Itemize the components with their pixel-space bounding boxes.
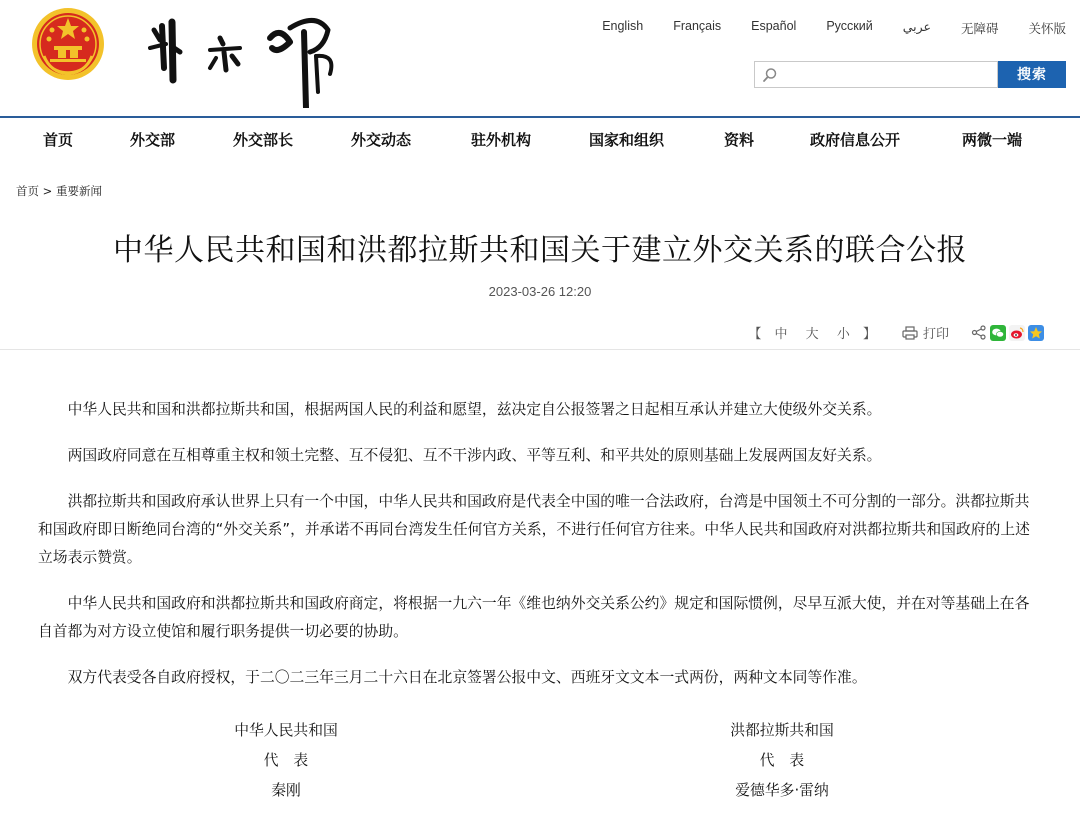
font-size-control bbox=[746, 323, 878, 342]
article-paragraph: 中华人民共和国政府和洪都拉斯共和国政府商定，将根据一九六一年《维也纳外交关系公约》规定和国际惯例，尽早互派大使，并在对等基础上在各自首都为对方设立使馆和履行职务提供一切必要的协助。 bbox=[38, 595, 1030, 640]
article-body bbox=[38, 396, 1038, 710]
article-paragraph: 两国政府同意在互相尊重主权和领土完整、互不侵犯、互不干涉内政、平等互利、和平共处的原则基础上发展两国友好关系。 bbox=[67, 447, 882, 464]
nav-item-diplomatic-news[interactable]: 外交动态 bbox=[351, 131, 412, 149]
print-button[interactable] bbox=[902, 323, 949, 342]
signatory-country: 洪都拉斯共和国 bbox=[730, 722, 834, 739]
article-paragraph: 中华人民共和国和洪都拉斯共和国，根据两国人民的利益和愿望，兹决定自公报签署之日起相互承认并建立大使级外交关系。 bbox=[67, 401, 882, 418]
breadcrumb-current-link[interactable]: 重要新闻 bbox=[55, 184, 102, 198]
search-button[interactable]: 搜索 bbox=[998, 61, 1066, 88]
signature-honduras bbox=[632, 716, 932, 806]
search-box bbox=[754, 61, 998, 88]
signature-china bbox=[136, 716, 436, 806]
printer-icon bbox=[902, 326, 918, 340]
signatory-name: 秦刚 bbox=[271, 782, 301, 799]
accessibility-link[interactable]: 无障碍 bbox=[960, 22, 999, 36]
lang-english-link[interactable]: English bbox=[602, 19, 644, 33]
lang-arabic-link[interactable]: عربي bbox=[902, 20, 931, 34]
font-size-small-button[interactable]: 小 bbox=[836, 327, 850, 342]
elderly-mode-link[interactable]: 关怀版 bbox=[1028, 22, 1066, 36]
national-emblem-icon[interactable] bbox=[30, 6, 106, 82]
nav-item-home[interactable]: 首页 bbox=[43, 131, 74, 149]
ministry-calligraphy-logo[interactable] bbox=[140, 8, 350, 108]
search-input[interactable] bbox=[755, 62, 997, 87]
font-size-large-button[interactable]: 中 bbox=[774, 327, 788, 342]
print-label: 打印 bbox=[922, 327, 949, 342]
search-icon bbox=[762, 67, 778, 83]
breadcrumb-separator: > bbox=[42, 184, 53, 198]
font-size-bracket-open: 【 bbox=[748, 327, 762, 342]
nav-item-gov-info-disclosure[interactable]: 政府信息公开 bbox=[810, 131, 901, 149]
nav-item-ministry[interactable]: 外交部 bbox=[130, 131, 176, 149]
font-size-medium-button[interactable]: 大 bbox=[805, 327, 819, 342]
article-paragraph: 双方代表受各自政府授权，于二〇二三年三月二十六日在北京签署公报中文、西班牙文文本一式两份，两种文本同等作准。 bbox=[67, 669, 867, 686]
site-header bbox=[0, 0, 1080, 116]
breadcrumb-home-link[interactable]: 首页 bbox=[16, 184, 39, 198]
share-icon[interactable] bbox=[971, 325, 987, 340]
lang-french-link[interactable]: Français bbox=[673, 19, 722, 33]
breadcrumb bbox=[16, 183, 102, 199]
wechat-icon[interactable] bbox=[990, 325, 1006, 341]
content-divider bbox=[0, 349, 1080, 350]
language-bar bbox=[572, 19, 1066, 37]
lang-spanish-link[interactable]: Español bbox=[751, 19, 797, 33]
nav-item-resources[interactable]: 资料 bbox=[724, 131, 755, 149]
nav-item-social-media[interactable]: 两微一端 bbox=[962, 131, 1023, 149]
article-tools bbox=[746, 323, 1044, 342]
article-paragraph: 洪都拉斯共和国政府承认世界上只有一个中国，中华人民共和国政府是代表全中国的唯一合法政府，台湾是中国领土不可分割的一部分。洪都拉斯共和国政府即日断绝同台湾的“外交关系”，并承诺不再同台湾发生任何官方关系，不进行任何官方往来。中华人民共和国政府对洪都拉斯共和国政府的上述立场表示赞赏。 bbox=[38, 493, 1030, 566]
signatory-name: 爱德华多·雷纳 bbox=[735, 782, 829, 799]
article-title: 中华人民共和国和洪都拉斯共和国关于建立外交关系的联合公报 bbox=[113, 233, 967, 268]
article-datetime: 2023-03-26 12:20 bbox=[488, 284, 592, 299]
qzone-icon[interactable] bbox=[1028, 325, 1044, 341]
weibo-icon[interactable] bbox=[1009, 325, 1025, 341]
nav-item-missions-abroad[interactable]: 驻外机构 bbox=[471, 131, 532, 149]
signatory-role: 代 表 bbox=[759, 752, 805, 769]
nav-item-minister[interactable]: 外交部长 bbox=[233, 131, 294, 149]
signatory-role: 代 表 bbox=[263, 752, 309, 769]
signatory-country: 中华人民共和国 bbox=[234, 722, 338, 739]
nav-item-countries-organizations[interactable]: 国家和组织 bbox=[589, 131, 665, 149]
lang-russian-link[interactable]: Русский bbox=[826, 19, 873, 33]
main-nav bbox=[0, 118, 1080, 162]
share-bar bbox=[971, 325, 1044, 341]
font-size-bracket-close: 】 bbox=[862, 327, 876, 342]
